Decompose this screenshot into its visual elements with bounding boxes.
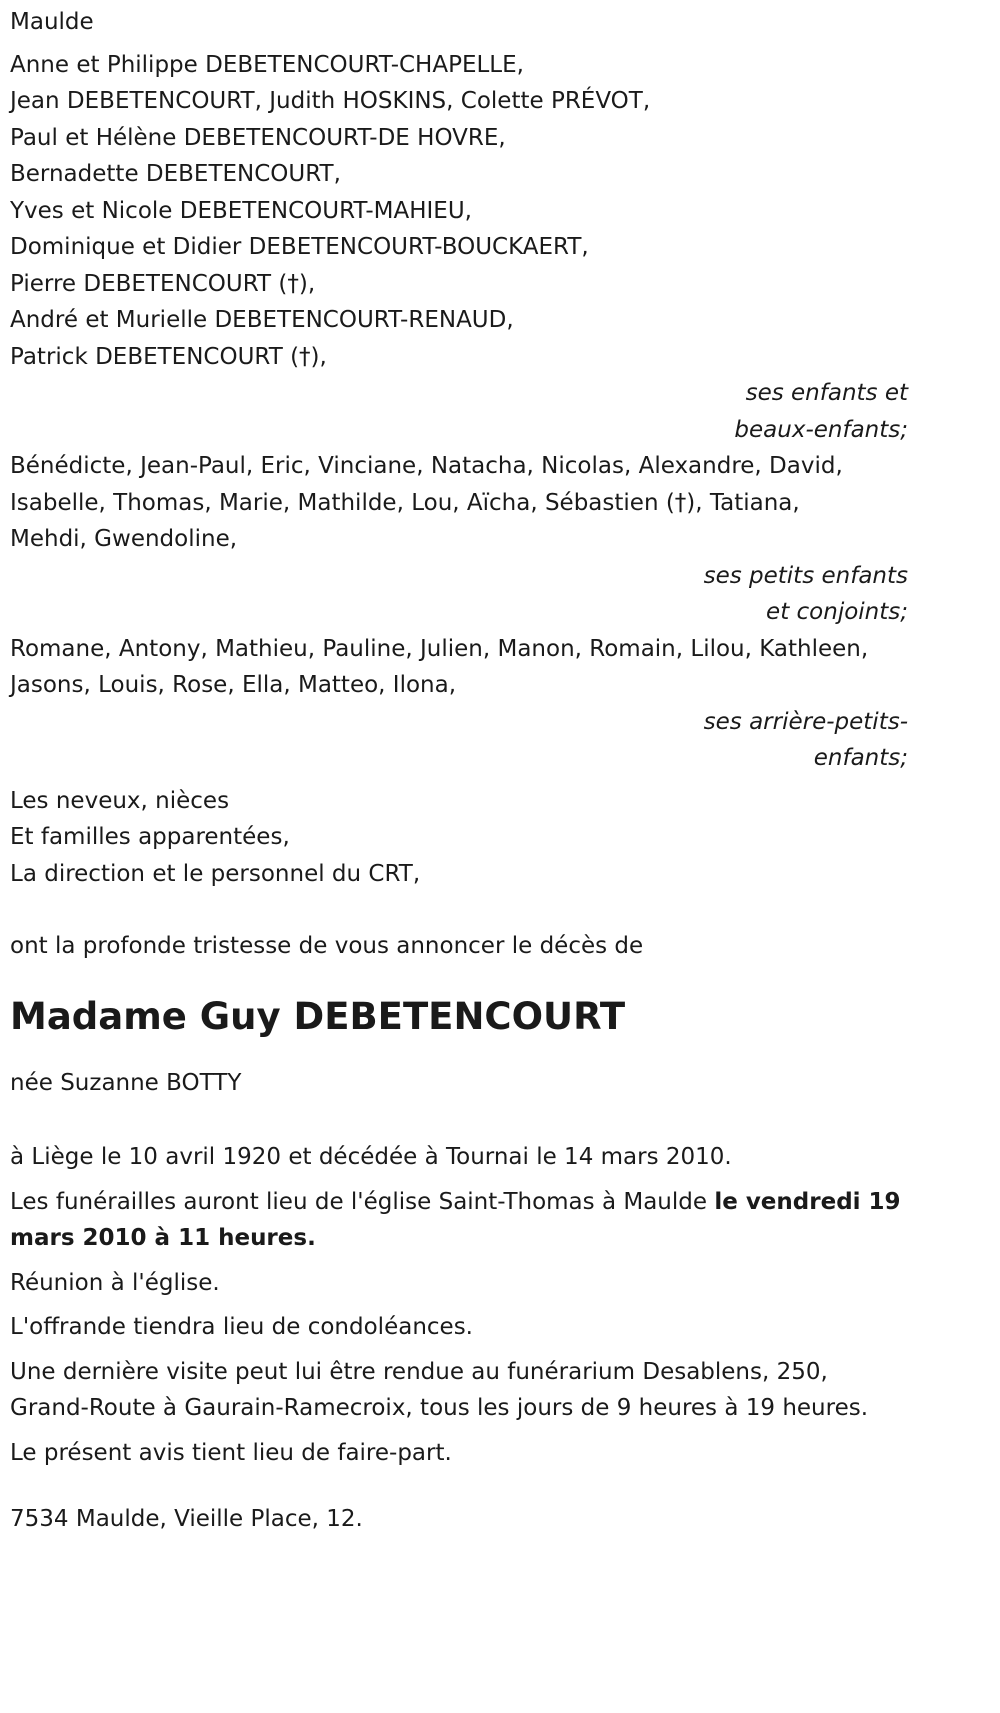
visit-text: Une dernière visite peut lui être rendue au funérarium Desablens, 250, Grand-Route à Gaurain-Ramecroix, tous les jours de 9 heures à 19 heures.	[10, 1358, 869, 1421]
children-line: Patrick DEBETENCOURT (†),	[10, 343, 327, 370]
children-line: Pierre DEBETENCOURT (†),	[10, 270, 316, 297]
others-line: La direction et le personnel du CRT,	[10, 860, 421, 887]
funeral-text	[10, 1184, 908, 1257]
maiden-name: née Suzanne BOTTY	[10, 1069, 242, 1096]
children-line: Jean DEBETENCOURT, Judith HOSKINS, Colette PRÉVOT,	[10, 88, 651, 114]
children-line: Dominique et Didier DEBETENCOURT-BOUCKAERT,	[10, 234, 589, 260]
others-line: Les neveux, nièces	[10, 787, 230, 814]
spacer	[10, 1471, 908, 1501]
great-grandchildren-role: enfants;	[813, 745, 908, 771]
children-line: Paul et Hélène DEBETENCOURT-DE HOVRE,	[10, 124, 506, 151]
reunion-text: Réunion à l'église.	[10, 1269, 220, 1296]
grandchildren-line: Bénédicte, Jean-Paul, Eric, Vinciane, Natacha, Nicolas, Alexandre, David,	[10, 453, 843, 479]
address-text: 7534 Maulde, Vieille Place, 12.	[10, 1506, 363, 1532]
others-list	[10, 783, 908, 893]
children-line: Anne et Philippe DEBETENCOURT-CHAPELLE,	[10, 51, 524, 78]
birth-death-text: à Liège le 10 avril 1920 et décédée à Tournai le 14 mars 2010.	[10, 1144, 732, 1170]
others-line: Et familles apparentées,	[10, 824, 290, 850]
children-line: Yves et Nicole DEBETENCOURT-MAHIEU,	[10, 197, 472, 224]
children-role: beaux-enfants;	[734, 416, 908, 443]
deceased-name: Madame Guy DEBETENCOURT	[10, 994, 626, 1038]
grandchildren-role: et conjoints;	[766, 599, 908, 625]
great-grandchildren-line: Jasons, Louis, Rose, Ella, Matteo, Ilona,	[10, 672, 457, 698]
children-line: Bernadette DEBETENCOURT,	[10, 161, 341, 187]
great-grandchildren-list	[10, 631, 908, 777]
children-role: ses enfants et	[745, 380, 908, 406]
grandchildren-line: Mehdi, Gwendoline,	[10, 526, 238, 552]
grandchildren-role: ses petits enfants	[703, 562, 908, 589]
spacer	[10, 1041, 908, 1065]
funeral-text-main: Les funérailles auront lieu de l'église Saint-Thomas à Maulde	[10, 1188, 715, 1215]
great-grandchildren-line: Romane, Antony, Mathieu, Pauline, Julien, Manon, Romain, Lilou, Kathleen,	[10, 635, 869, 662]
announcement-text: ont la profonde tristesse de vous annoncer le décès de	[10, 933, 644, 959]
children-line: André et Murielle DEBETENCOURT-RENAUD,	[10, 307, 514, 333]
grandchildren-line: Isabelle, Thomas, Marie, Mathilde, Lou, Aïcha, Sébastien (†), Tatiana,	[10, 489, 800, 516]
grandchildren-list	[10, 448, 908, 631]
offering-text: L'offrande tiendra lieu de condoléances.	[10, 1314, 473, 1340]
details-section	[10, 1139, 908, 1471]
spacer	[10, 1101, 908, 1139]
great-grandchildren-role: ses arrière-petits-	[703, 708, 908, 735]
funeral-date: le vendredi 19 mars 2010 à 11 heures.	[10, 1188, 901, 1251]
spacer	[10, 892, 908, 928]
children-list	[10, 47, 908, 449]
notice-text: Le présent avis tient lieu de faire-part.	[10, 1439, 452, 1466]
place-header: Maulde	[10, 9, 94, 35]
